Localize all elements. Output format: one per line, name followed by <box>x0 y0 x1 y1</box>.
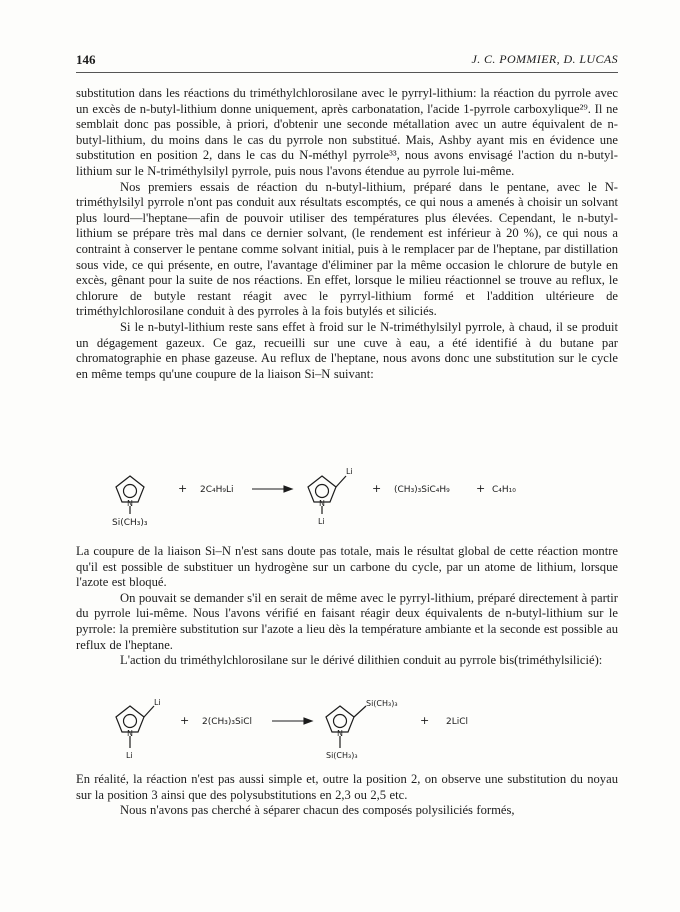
reactant-n-lithium: Li <box>126 751 133 760</box>
reactant2-nitrogen-label: N <box>127 729 133 738</box>
header-rule <box>76 72 618 73</box>
plus-sign-2: + <box>372 482 382 495</box>
plus-sign-5: + <box>420 714 430 727</box>
pyrrole-ring-product <box>308 476 346 514</box>
pyrrole-ring-reactant <box>116 476 144 514</box>
pyrrole-ring-dilithio <box>116 706 154 748</box>
reaction-arrow-1 <box>252 486 292 492</box>
paragraph-8: Nous n'avons pas cherché à séparer chacun des composés polysiliciés formés, <box>120 803 515 818</box>
text-block-3 <box>76 772 618 819</box>
page-number: 146 <box>76 52 96 67</box>
paragraph-1: substitution dans les réactions du triméthylchlorosilane avec le pyrryl-lithium: la réaction du pyrrole avec un excès de n-butyl-lithium donne uniquement, après carbonatation, l'acide 1-pyrrole carboxylique²⁹. Il ne semblait donc pas possible, à priori, d'obtenir une seconde métallation avec un autre équivalent de n-butyl-lithium, du moins dans le cas du pyrrole non substitué. Mais, Ashby ayant mis en évidence une substitution en position 2, dans le cas du N-méthyl pyrrole³³, nous avons envisagé l'action du n-butyl-lithium sur le N-triméthylsilyl pyrrole, puis nous l'avons étendue au pyrrole lui-même. <box>76 86 618 178</box>
reaction-scheme-1 <box>100 462 620 532</box>
reactant-nitrogen-label: N <box>127 499 133 508</box>
product-n-lithium: Li <box>318 517 325 526</box>
pyrrole-ring-bissilyl <box>326 706 366 748</box>
byproduct-butane: C₄H₁₀ <box>492 485 516 495</box>
reactant-n-substituent: Si(CH₃)₃ <box>112 518 148 528</box>
page-header <box>76 52 618 72</box>
product-nitrogen-label: N <box>319 499 325 508</box>
product-ring-trimethylsilyl: Si(CH₃)₃ <box>366 699 398 708</box>
product2-nitrogen-label: N <box>337 729 343 738</box>
plus-sign-4: + <box>180 714 190 727</box>
product-n-trimethylsilyl: Si(CH₃)₃ <box>326 751 358 760</box>
text-block-1 <box>76 86 618 382</box>
reagent-trimethylchlorosilane: 2(CH₃)₃SiCl <box>202 717 253 727</box>
paragraph-7: En réalité, la réaction n'est pas aussi simple et, outre la position 2, on observe une substitution du noyau sur la position 3 ainsi que des polysubstitutions en 2,3 ou 2,5 etc. <box>76 772 618 802</box>
reagent-butyllithium: 2C₄H₉Li <box>200 485 234 495</box>
reaction-arrow-2 <box>272 718 312 724</box>
paragraph-3: Si le n-butyl-lithium reste sans effet à froid sur le N-triméthylsilyl pyrrole, à chaud, il se produit un dégagement gazeux. Ce gaz, recueilli sur une cuve à eau, a été identifié à du butane par chromatographie en phase gazeuse. Au reflux de l'heptane, nous avons donc une substitution sur le cycle en même temps qu'une coupure de la liaison Si–N suivant: <box>76 319 618 381</box>
reaction-scheme-2 <box>100 696 620 766</box>
paragraph-5: On pouvait se demander s'il en serait de même avec le pyrryl-lithium, préparé directement à partir du pyrrole lui-même. Nous l'avons vérifié en faisant réagir deux équivalents de n-butyl-lithium sur le pyrrole: la première substitution sur l'azote a lieu dès la température ambiante et la seconde est possible au reflux de l'heptane. <box>76 590 618 652</box>
text-block-2 <box>76 544 618 669</box>
paragraph-6: L'action du triméthylchlorosilane sur le dérivé dilithien conduit au pyrrole bis(triméthylsilicié): <box>120 653 603 668</box>
reactant-ring-lithium: Li <box>154 698 161 707</box>
paragraph-4: La coupure de la liaison Si–N n'est sans doute pas totale, mais le résultat global de cette réaction montre qu'il est possible de substituer un hydrogène sur un carbone du cycle, par un atome de lithium, lorsque l'azote est bloqué. <box>76 544 618 590</box>
byproduct-butyltrimethylsilane: (CH₃)₃SiC₄H₉ <box>394 485 450 495</box>
running-head: J. C. POMMIER, D. LUCAS <box>471 52 618 66</box>
byproduct-lithium-chloride: 2LiCl <box>446 717 469 727</box>
plus-sign-3: + <box>476 482 486 495</box>
plus-sign-1: + <box>178 482 188 495</box>
paragraph-2: Nos premiers essais de réaction du n-butyl-lithium, préparé dans le pentane, avec le N-triméthylsilyl pyrrole n'ont pas conduit aux résultats escomptés, ce qui nous a amenés à choisir un solvant plus lourd—l'heptane—afin de pouvoir utiliser des températures plus élevées. Cependant, le n-butyl-lithium se prépare très mal dans ce dernier solvant, (le rendement est inférieur à 20 %), ce qui nous a contraint à conserver le pentane comme solvant initial, puis à le remplacer par de l'heptane, par distillation sous vide, ce qui présente, en outre, l'avantage d'éliminer par la même occasion le chlorure de butyle en excès, gênant pour la suite de nos réactions. En effet, lorsque le milieu réactionnel se trouve au reflux, le chlorure de butyle restant réagit avec le pyrryl-lithium formé et l'addition ultérieure de triméthylchlorosilane conduit à des pyrroles à la fois butylés et siliciés. <box>76 179 618 319</box>
product-ring-lithium: Li <box>346 467 353 476</box>
